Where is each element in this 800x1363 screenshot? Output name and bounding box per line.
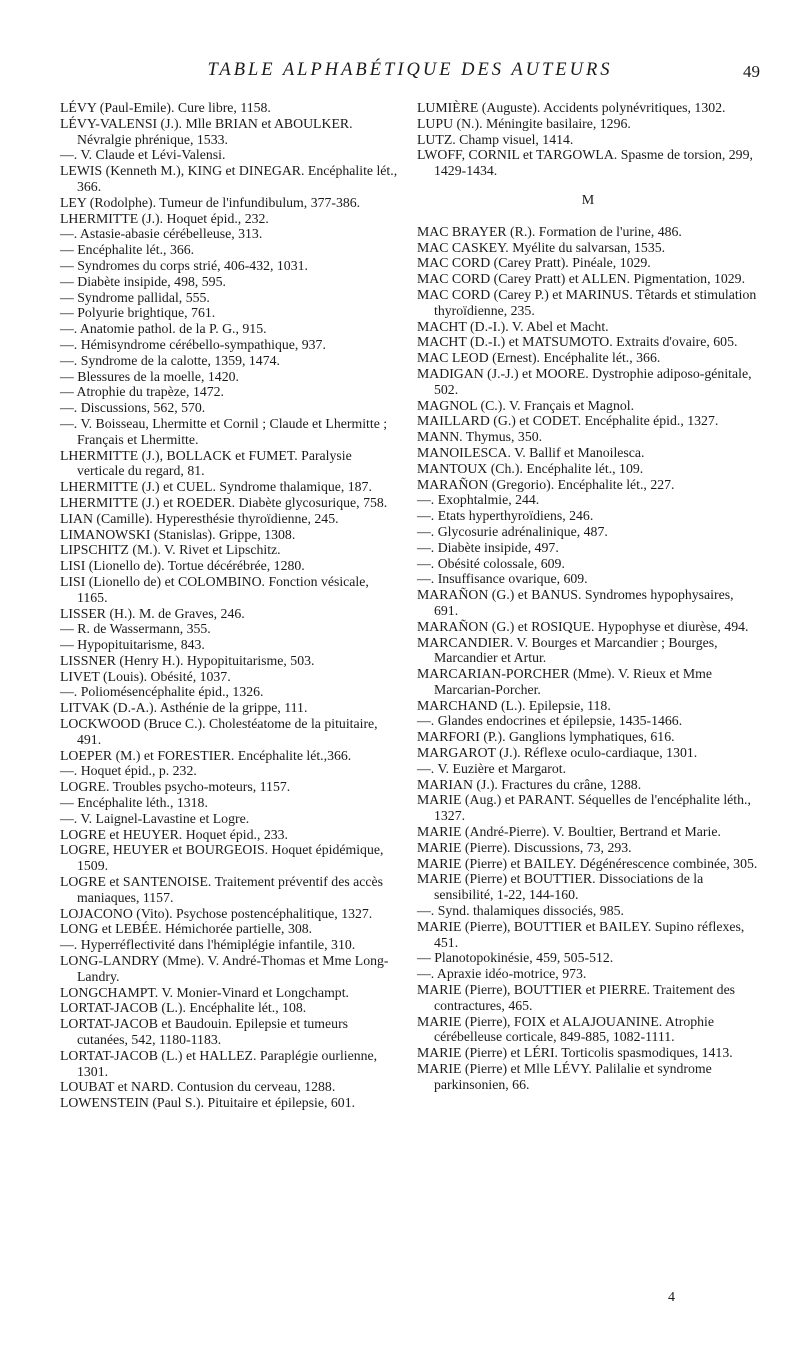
index-entry: MARIE (Pierre). Discussions, 73, 293.: [417, 839, 632, 855]
index-entry: LOGRE et SANTENOISE. Traitement préventif des accès maniaques, 1157.: [60, 874, 384, 905]
index-entry: —. V. Laignel-Lavastine et Logre.: [60, 810, 250, 826]
right-column-entries-l: [417, 100, 759, 179]
left-column: [60, 100, 402, 1111]
index-entry: —. Anatomie pathol. de la P. G., 915.: [60, 321, 267, 337]
index-entry: —. V. Boisseau, Lhermitte et Cornil ; Claude et Lhermitte ; Français et Lhermitte.: [60, 415, 388, 447]
index-entry: LONG-LANDRY (Mme). V. André-Thomas et Mme Long-Landry.: [60, 953, 389, 984]
index-entry: MARCANDIER. V. Bourges et Marcandier ; Bourges, Marcandier et Artur.: [417, 634, 718, 666]
index-entry: —. Synd. thalamiques dissociés, 985.: [417, 903, 624, 919]
index-entry: — Diabète insipide, 498, 595.: [60, 273, 226, 289]
index-entry: MAC CORD (Carey P.) et MARINUS. Têtards et stimulation thyroïdienne, 235.: [417, 286, 757, 318]
index-entry: MARIE (Pierre), BOUTTIER et PIERRE. Traitement des contractures, 465.: [417, 982, 736, 1013]
index-entry: — Polyurie brightique, 761.: [60, 305, 216, 321]
index-entry: —. Syndrome de la calotte, 1359, 1474.: [60, 352, 280, 368]
index-entry: LITVAK (D.-A.). Asthénie de la grippe, 111.: [60, 700, 308, 716]
index-entry: MAGNOL (C.). V. Français et Magnol.: [417, 397, 635, 413]
index-entry: MARAÑON (G.) et ROSIQUE. Hypophyse et diurèse, 494.: [417, 618, 749, 634]
index-entry: LONG et LEBÉE. Hémichorée partielle, 308.: [60, 921, 313, 937]
index-entry: LOGRE. Troubles psycho-moteurs, 1157.: [60, 779, 291, 795]
index-entry: LEY (Rodolphe). Tumeur de l'infundibulum, 377-386.: [60, 194, 361, 210]
index-entry: LIVET (Louis). Obésité, 1037.: [60, 668, 231, 684]
index-entry: MARGAROT (J.). Réflexe oculo-cardiaque, 1301.: [417, 745, 698, 761]
index-entry: LHERMITTE (J.). Hoquet épid., 232.: [60, 210, 269, 226]
index-entry: —. Discussions, 562, 570.: [60, 400, 206, 416]
running-title: TABLE ALPHABÉTIQUE DES AUTEURS: [207, 60, 613, 80]
index-entry: — Atrophie du trapèze, 1472.: [60, 384, 224, 400]
index-entry: MARIE (Pierre), FOIX et ALAJOUANINE. Atrophie cérébelleuse corticale, 849-885, 1082-1111.: [417, 1013, 714, 1045]
index-entry: MARAÑON (G.) et BANUS. Syndromes hypophysaires, 691.: [417, 587, 734, 618]
index-entry: LISI (Lionello de) et COLOMBINO. Fonction vésicale, 1165.: [60, 573, 369, 605]
index-entry: MAC CORD (Carey Pratt). Pinéale, 1029.: [417, 255, 651, 271]
index-entry: MARIE (Aug.) et PARANT. Séquelles de l'encéphalite léth., 1327.: [417, 792, 751, 824]
index-entry: MAILLARD (G.) et CODET. Encéphalite épid., 1327.: [417, 413, 719, 429]
index-entry: MARIE (Pierre) et BAILEY. Dégénérescence combinée, 305.: [417, 855, 758, 871]
index-entry: —. Obésité colossale, 609.: [417, 555, 565, 571]
index-entry: LWOFF, CORNIL et TARGOWLA. Spasme de torsion, 299, 1429-1434.: [417, 147, 753, 179]
index-entry: MARIE (Pierre) et LÉRI. Torticolis spasmodiques, 1413.: [417, 1045, 733, 1061]
index-entry: LOWENSTEIN (Paul S.). Pituitaire et épilepsie, 601.: [60, 1095, 356, 1111]
index-entry: — Hypopituitarisme, 843.: [60, 637, 205, 653]
index-entry: — Encéphalite lét., 366.: [60, 242, 195, 258]
index-entry: —. V. Euzière et Margarot.: [417, 760, 567, 776]
right-column: [417, 100, 759, 1093]
index-entry: MADIGAN (J.-J.) et MOORE. Dystrophie adiposo-génitale, 502.: [417, 365, 752, 397]
right-column-entries-m: [417, 224, 759, 1093]
index-entry: LHERMITTE (J.) et ROEDER. Diabète glycosurique, 758.: [60, 494, 388, 510]
index-entry: LOCKWOOD (Bruce C.). Cholestéatome de la pituitaire, 491.: [60, 716, 378, 747]
index-entry: —. Glycosurie adrénalinique, 487.: [417, 523, 608, 539]
index-entry: LORTAT-JACOB (L.) et HALLEZ. Paraplégie ourlienne, 1301.: [60, 1047, 378, 1079]
index-entry: —. V. Claude et Lévi-Valensi.: [60, 147, 226, 163]
index-entry: — Encéphalite léth., 1318.: [60, 795, 208, 811]
index-entry: LÉVY-VALENSI (J.). Mlle BRIAN et ABOULKER. Névralgie phrénique, 1533.: [60, 115, 353, 147]
index-entry: MAC LEOD (Ernest). Encéphalite lét., 366.: [417, 350, 661, 366]
index-entry: MANTOUX (Ch.). Encéphalite lét., 109.: [417, 460, 644, 476]
index-entry: —. Hyperréflectivité dans l'hémiplégie infantile, 310.: [60, 937, 356, 953]
index-entry: MARCHAND (L.). Epilepsie, 118.: [417, 697, 611, 713]
index-entry: —. Poliomésencéphalite épid., 1326.: [60, 684, 264, 700]
index-entry: MARCARIAN-PORCHER (Mme). V. Rieux et Mme Marcarian-Porcher.: [417, 666, 712, 697]
index-entry: LIPSCHITZ (M.). V. Rivet et Lipschitz.: [60, 542, 281, 558]
index-entry: MARAÑON (Gregorio). Encéphalite lét., 227.: [417, 476, 675, 492]
index-entry: MANN. Thymus, 350.: [417, 429, 543, 445]
index-entry: MACHT (D.-I.) et MATSUMOTO. Extraits d'ovaire, 605.: [417, 334, 738, 350]
index-entry: LISI (Lionello de). Tortue décérébrée, 1280.: [60, 558, 305, 574]
index-entry: —. Apraxie idéo-motrice, 973.: [417, 966, 587, 982]
index-entry: LISSNER (Henry H.). Hypopituitarisme, 503.: [60, 652, 315, 668]
index-entry: LIAN (Camille). Hyperesthésie thyroïdienne, 245.: [60, 510, 339, 526]
index-entry: LOJACONO (Vito). Psychose postencéphalitique, 1327.: [60, 905, 373, 921]
index-entry: —. Hémisyndrome cérébello-sympathique, 937.: [60, 336, 326, 352]
index-entry: LHERMITTE (J.), BOLLACK et FUMET. Paralysie verticale du regard, 81.: [60, 447, 352, 479]
index-entry: MANOILESCA. V. Ballif et Manoilesca.: [417, 444, 645, 460]
index-entry: MARIAN (J.). Fractures du crâne, 1288.: [417, 776, 642, 792]
index-entry: MACHT (D.-I.). V. Abel et Macht.: [417, 318, 609, 334]
index-entry: LIMANOWSKI (Stanislas). Grippe, 1308.: [60, 526, 296, 542]
index-entry: LUPU (N.). Méningite basilaire, 1296.: [417, 115, 631, 131]
index-entry: LOGRE et HEUYER. Hoquet épid., 233.: [60, 826, 288, 842]
page-number: 49: [743, 62, 760, 81]
index-entry: MARIE (Pierre) et BOUTTIER. Dissociations de la sensibilité, 1-22, 144-160.: [417, 871, 704, 903]
index-entry: LUMIÈRE (Auguste). Accidents polynévritiques, 1302.: [417, 100, 726, 115]
index-entry: LOGRE, HEUYER et BOURGEOIS. Hoquet épidémique, 1509.: [60, 842, 384, 874]
index-entry: LUTZ. Champ visuel, 1414.: [417, 131, 574, 147]
index-entry: — R. de Wassermann, 355.: [60, 621, 211, 637]
index-entry: LORTAT-JACOB et Baudouin. Epilepsie et tumeurs cutanées, 542, 1180-1183.: [60, 1016, 349, 1048]
index-entry: MARIE (Pierre) et Mlle LÉVY. Palilalie et syndrome parkinsonien, 66.: [417, 1061, 712, 1092]
index-entry: — Syndrome pallidal, 555.: [60, 289, 210, 305]
index-entry: —. Exophtalmie, 244.: [417, 492, 540, 508]
footer-mark: 4: [668, 1290, 675, 1305]
index-entry: MARIE (Pierre), BOUTTIER et BAILEY. Supino réflexes, 451.: [417, 918, 745, 950]
index-entry: —. Diabète insipide, 497.: [417, 539, 559, 555]
index-entry: MARFORI (P.). Ganglions lymphatiques, 616.: [417, 729, 675, 745]
index-entry: LISSER (H.). M. de Graves, 246.: [60, 605, 245, 621]
section-letter: M: [581, 192, 595, 208]
index-entry: MAC BRAYER (R.). Formation de l'urine, 486.: [417, 223, 682, 239]
index-entry: LOUBAT et NARD. Contusion du cerveau, 1288.: [60, 1079, 336, 1095]
index-entry: — Blessures de la moelle, 1420.: [60, 368, 239, 384]
index-entry: LÉVY (Paul-Emile). Cure libre, 1158.: [60, 100, 271, 115]
page-header: [60, 60, 760, 86]
index-entry: LOEPER (M.) et FORESTIER. Encéphalite lét.,366.: [60, 747, 352, 763]
index-entry: — Planotopokinésie, 459, 505-512.: [417, 950, 614, 966]
index-entry: — Syndromes du corps strié, 406-432, 1031.: [60, 257, 308, 273]
index-entry: —. Hoquet épid., p. 232.: [60, 763, 197, 779]
index-entry: LORTAT-JACOB (L.). Encéphalite lét., 108.: [60, 1000, 307, 1016]
index-entry: MAC CASKEY. Myélite du salvarsan, 1535.: [417, 239, 666, 255]
index-entry: LEWIS (Kenneth M.), KING et DINEGAR. Encéphalite lét., 366.: [60, 163, 398, 194]
index-entry: —. Astasie-abasie cérébelleuse, 313.: [60, 226, 263, 242]
index-entry: —. Etats hyperthyroïdiens, 246.: [417, 508, 594, 524]
index-entry: —. Glandes endocrines et épilepsie, 1435-1466.: [417, 713, 683, 729]
index-entry: MAC CORD (Carey Pratt) et ALLEN. Pigmentation, 1029.: [417, 271, 746, 287]
index-entry: LHERMITTE (J.) et CUEL. Syndrome thalamique, 187.: [60, 479, 372, 495]
index-entry: MARIE (André-Pierre). V. Boultier, Bertrand et Marie.: [417, 824, 721, 840]
index-entry: LONGCHAMPT. V. Monier-Vinard et Longchampt.: [60, 984, 349, 1000]
index-entry: —. Insuffisance ovarique, 609.: [417, 571, 588, 587]
